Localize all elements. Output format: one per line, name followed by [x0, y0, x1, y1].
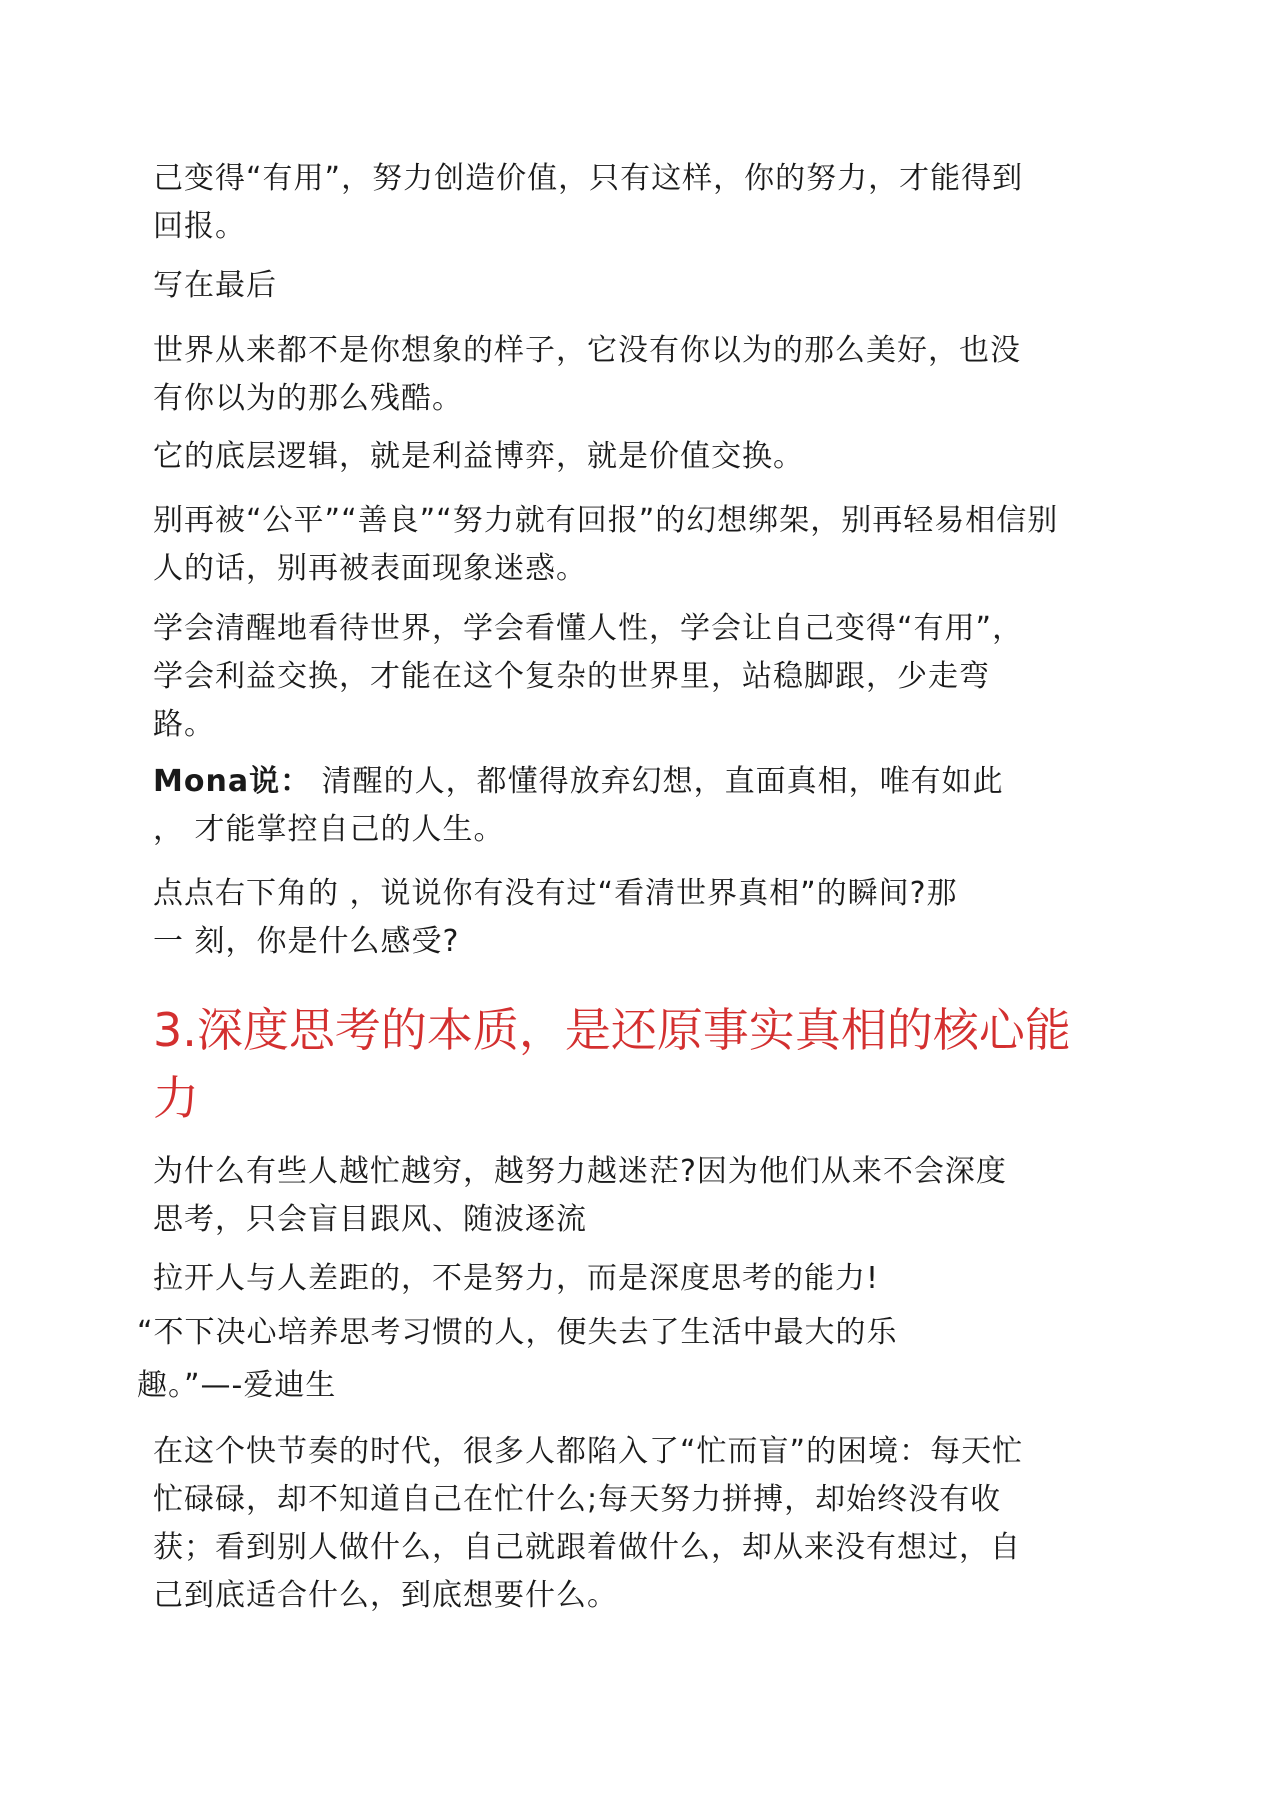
paragraph-gap — [153, 1255, 1133, 1303]
paragraph-mona-says — [153, 758, 1133, 854]
text-line: 忙碌碌，却不知道自己在忙什么;每天努力拼搏，却始终没有收 — [153, 1482, 1002, 1517]
text-line: 为什么有些人越忙越穷，越努力越迷茫?因为他们从来不会深度 — [153, 1154, 1007, 1189]
text-line: ， 才能掌控自己的人生。 — [153, 812, 505, 847]
text-line: 己到底适合什么，到底想要什么。 — [153, 1578, 618, 1613]
text-line: 学会清醒地看待世界，学会看懂人性，学会让自己变得“有用”， — [153, 611, 1024, 646]
text-line: 趣。”—-爱迪生 — [137, 1368, 337, 1403]
mona-label: Mona说： — [153, 764, 312, 799]
text-line: 世界从来都不是你想象的样子，它没有你以为的那么美好，也没 — [153, 333, 1021, 368]
text-line: 别再被“公平”“善良”“努力就有回报”的幻想绑架，别再轻易相信别 — [153, 503, 1059, 538]
paragraph-learn — [153, 605, 1133, 749]
paragraph-busy-blind — [153, 1428, 1133, 1620]
paragraph-world — [153, 327, 1133, 423]
text-line: 路。 — [153, 707, 215, 742]
heading-line: 力 — [153, 1071, 199, 1125]
paragraph-quote — [137, 1309, 1117, 1357]
text-line: 在这个快节奏的时代，很多人都陷入了“忙而盲”的困境：每天忙 — [153, 1434, 1024, 1469]
text-line: 回报。 — [153, 209, 246, 244]
paragraph-quote-attribution — [137, 1362, 1117, 1410]
text-line — [153, 758, 1133, 806]
text-line: 思考，只会盲目跟风、随波逐流 — [153, 1202, 587, 1237]
section-label-closing — [153, 262, 1133, 310]
text-line: 己变得“有用”，努力创造价值，只有这样，你的努力，才能得到 — [153, 161, 1024, 196]
paragraph-underlying-logic — [153, 433, 1133, 481]
heading-line: 3.深度思考的本质，是还原事实真相的核心能 — [153, 1003, 1071, 1057]
text-line: 有你以为的那么残酷。 — [153, 381, 463, 416]
paragraph-value-creation — [153, 155, 1133, 251]
text-line: 点点右下角的 ，说说你有没有过“看清世界真相”的瞬间?那 — [153, 876, 958, 911]
text-line: “不下决心培养思考习惯的人，便失去了生活中最大的乐 — [137, 1315, 898, 1350]
text-line: 一 刻，你是什么感受? — [153, 924, 460, 959]
paragraph-prompt — [153, 870, 1133, 966]
text-line: 学会利益交换，才能在这个复杂的世界里，站稳脚跟，少走弯 — [153, 659, 990, 694]
text-line: 获；看到别人做什么，自己就跟着做什么，却从来没有想过，自 — [153, 1530, 1021, 1565]
paragraph-why-busy — [153, 1148, 1133, 1244]
mona-quote: 清醒的人，都懂得放弃幻想，直面真相，唯有如此 — [311, 764, 1004, 799]
text-line: 写在最后 — [153, 268, 277, 303]
section-heading — [153, 996, 1133, 1132]
text-line: 人的话，别再被表面现象迷惑。 — [153, 551, 587, 586]
text-line: 拉开人与人差距的，不是努力，而是深度思考的能力! — [153, 1261, 880, 1296]
text-line: 它的底层逻辑，就是利益博弈，就是价值交换。 — [153, 439, 804, 474]
paragraph-illusions — [153, 497, 1133, 593]
